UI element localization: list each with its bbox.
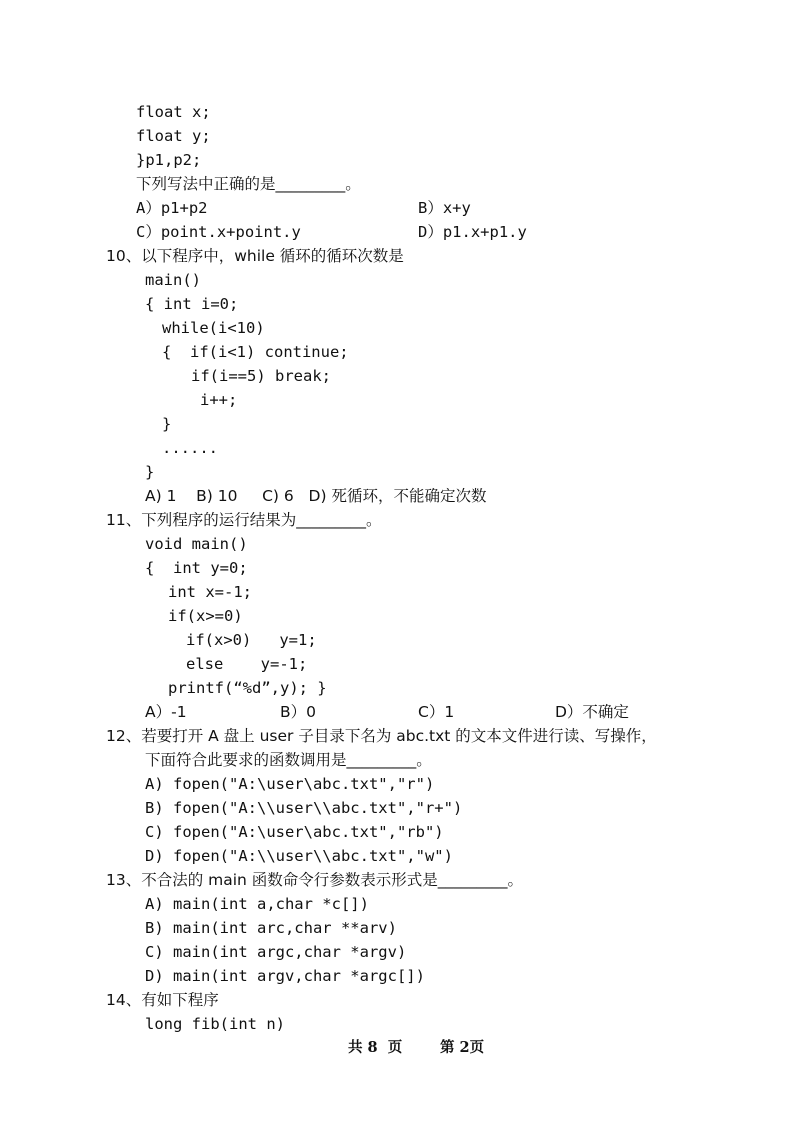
q10-stem: 10、以下程序中，while 循环的循环次数是 bbox=[106, 247, 404, 265]
q11-code-line-3: int x=-1; bbox=[168, 583, 252, 601]
q9-option-c: C）point.x+point.y bbox=[136, 223, 301, 241]
q13-stem: 13、不合法的 main 函数命令行参数表示形式是_________。 bbox=[106, 871, 524, 889]
q14-code-line-1: long fib(int n) bbox=[145, 1015, 285, 1033]
q11-code-line-4: if(x>=0) bbox=[168, 607, 243, 625]
q12-stem-line-2: 下面符合此要求的函数调用是_________。 bbox=[145, 751, 432, 769]
q12-option-c: C) fopen("A:\user\abc.txt","rb") bbox=[145, 823, 444, 841]
q9-option-a: A）p1+p2 bbox=[136, 199, 208, 217]
q9-code-line-3: }p1,p2; bbox=[136, 151, 202, 169]
q10-code-line-8: ...... bbox=[162, 439, 218, 457]
footer-page-number: 第 2页 bbox=[440, 1039, 485, 1056]
q11-option-a: A）-1 bbox=[145, 703, 187, 721]
q9-stem: 下列写法中正确的是_________。 bbox=[136, 175, 361, 193]
q10-code-line-6: i++; bbox=[200, 391, 238, 409]
q10-code-line-3: while(i<10) bbox=[162, 319, 265, 337]
q11-code-line-1: void main() bbox=[145, 535, 248, 553]
footer-total-pages: 共 8 页 bbox=[348, 1039, 403, 1056]
q13-option-c: C) main(int argc,char *argv) bbox=[145, 943, 407, 961]
q13-option-b: B) main(int arc,char **arv) bbox=[145, 919, 397, 937]
q11-option-c: C）1 bbox=[418, 703, 455, 721]
q10-options: A) 1 B) 10 C) 6 D) 死循环，不能确定次数 bbox=[145, 487, 487, 505]
q10-code-line-1: main() bbox=[145, 271, 201, 289]
q10-code-line-9: } bbox=[145, 463, 155, 481]
q11-code-line-6: else y=-1; bbox=[186, 655, 308, 673]
q9-option-d: D）p1.x+p1.y bbox=[418, 223, 527, 241]
q9-code-line-1: float x; bbox=[136, 103, 211, 121]
q10-code-line-7: } bbox=[162, 415, 172, 433]
q10-code-line-4: { if(i<1) continue; bbox=[162, 343, 349, 361]
q11-code-line-5: if(x>0) y=1; bbox=[186, 631, 317, 649]
q10-code-line-2: { int i=0; bbox=[145, 295, 239, 313]
q11-code-line-7: printf(“%d”,y); } bbox=[168, 679, 327, 697]
q9-code-line-2: float y; bbox=[136, 127, 211, 145]
q11-option-d: D）不确定 bbox=[555, 703, 629, 721]
q12-option-a: A) fopen("A:\user\abc.txt","r") bbox=[145, 775, 435, 793]
q13-option-d: D) main(int argv,char *argc[]) bbox=[145, 967, 425, 985]
q12-option-d: D) fopen("A:\\user\\abc.txt","w") bbox=[145, 847, 453, 865]
q10-code-line-5: if(i==5) break; bbox=[191, 367, 331, 385]
q13-option-a: A) main(int a,char *c[]) bbox=[145, 895, 369, 913]
q14-stem: 14、有如下程序 bbox=[106, 991, 219, 1009]
q11-stem: 11、下列程序的运行结果为_________。 bbox=[106, 511, 382, 529]
q9-option-b: B）x+y bbox=[418, 199, 471, 217]
q11-code-line-2: { int y=0; bbox=[145, 559, 248, 577]
q11-option-b: B）0 bbox=[280, 703, 316, 721]
q12-stem-line-1: 12、若要打开 A 盘上 user 子目录下名为 abc.txt 的文本文件进行读、写操作， bbox=[106, 727, 657, 745]
q12-option-b: B) fopen("A:\\user\\abc.txt","r+") bbox=[145, 799, 463, 817]
